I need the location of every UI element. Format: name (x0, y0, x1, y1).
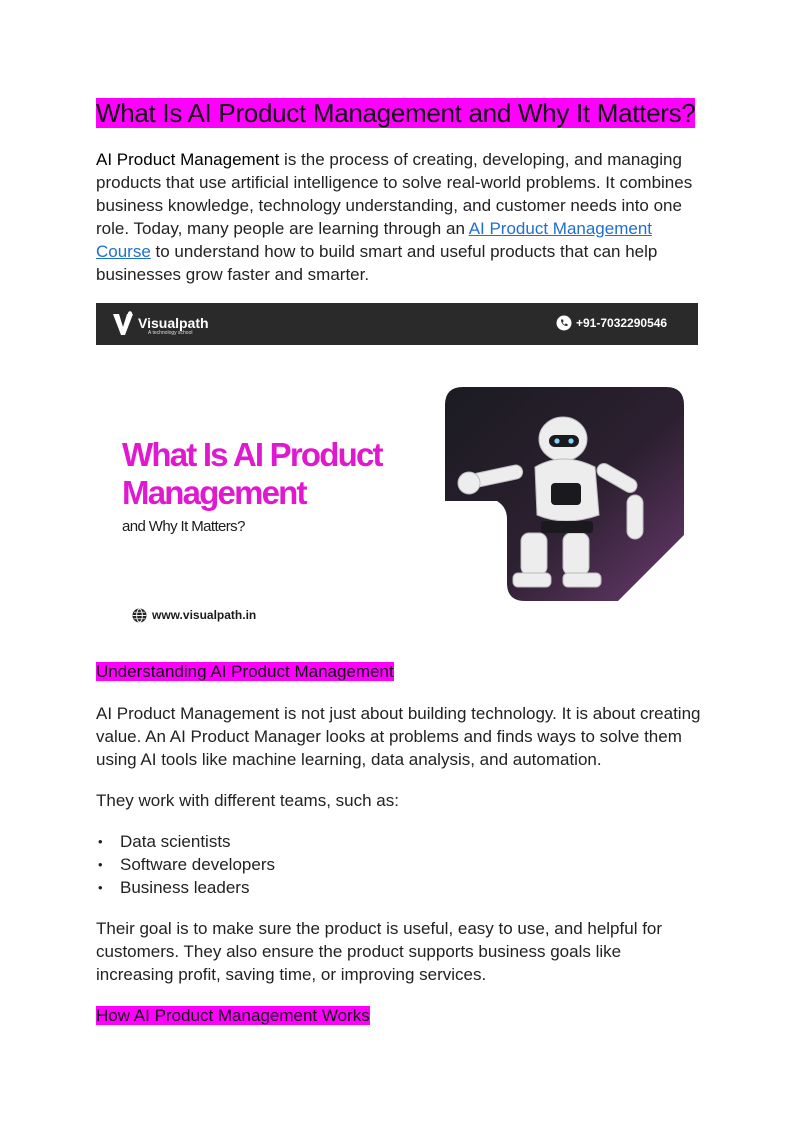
intro-lead: AI Product Management (96, 150, 280, 169)
article-banner-image (96, 303, 698, 638)
banner-phone: +91-7032290546 (576, 316, 668, 330)
intro-paragraph: AI Product Management is the process of creating, developing, and managing products that use artificial intelligence to solve real-world problems. It combines business knowledge, technology understanding, and customer needs into one role. Today, many people are learning through an AI Product Management Course to understand how to build smart and useful products that can help businesses grow faster and smarter. (96, 150, 693, 284)
list-item: • Business leaders (96, 876, 275, 899)
section-heading-understanding: Understanding AI Product Management (96, 662, 394, 681)
phone-icon (556, 315, 572, 331)
section1-paragraph-1: AI Product Management is not just about building technology. It is about creating value. An AI Product Manager looks at problems and finds ways to solve them using AI tools like machine learning, data analysis, and automation. (96, 704, 701, 769)
banner-url: www.visualpath.in (152, 608, 257, 622)
banner-header-bar (96, 303, 698, 345)
section-heading-how-it-works: How AI Product Management Works (96, 1006, 370, 1025)
list-item: • Software developers (96, 853, 275, 876)
robot-illustration (445, 387, 684, 601)
section1-paragraph-2: They work with different teams, such as: (96, 791, 399, 810)
visualpath-logo-icon (112, 311, 134, 337)
banner-tagline: A technology school (148, 330, 193, 336)
list-item: • Data scientists (96, 830, 275, 853)
banner-subtitle: and Why It Matters? (122, 518, 245, 535)
teams-list (96, 830, 275, 899)
page-title: What Is AI Product Management and Why It Matters? (96, 98, 696, 128)
course-link[interactable]: AI Product Management Course (96, 219, 653, 261)
banner-title: What Is AI Product Management (122, 436, 382, 511)
section1-paragraph-3: Their goal is to make sure the product is useful, easy to use, and helpful for customers. They also ensure the product supports business goals like increasing profit, saving time, or improving services. (96, 919, 663, 984)
globe-icon (132, 608, 147, 623)
banner-brand: Visualpath (138, 315, 209, 331)
